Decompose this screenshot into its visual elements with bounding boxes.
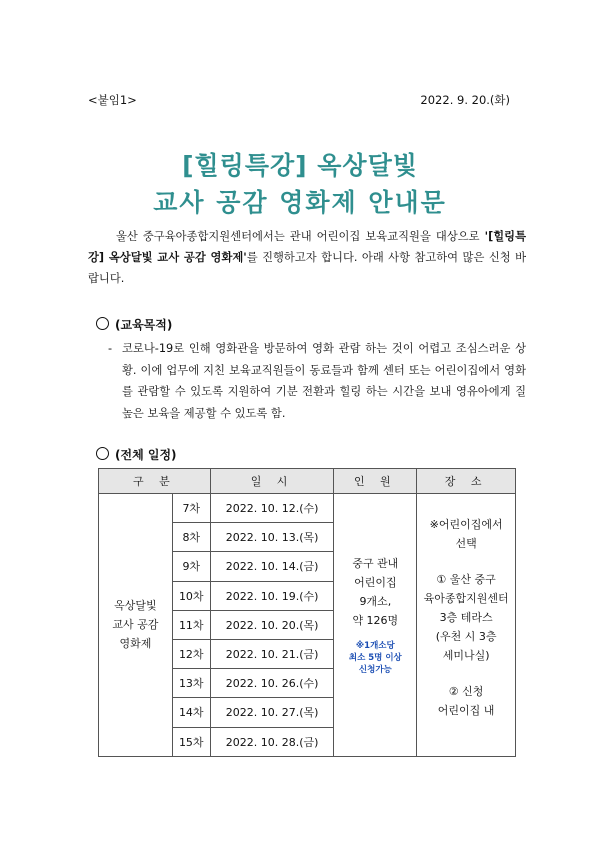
intro-paragraph bbox=[88, 226, 526, 289]
purpose-body bbox=[108, 338, 526, 424]
place-line: ※어린이집에서 bbox=[429, 518, 503, 532]
round-cell: 8차 bbox=[172, 523, 210, 552]
round-cell: 10차 bbox=[172, 581, 210, 610]
schedule-heading-label: (전체 일정) bbox=[115, 448, 177, 462]
purpose-heading bbox=[96, 316, 172, 333]
people-line: 어린이집 bbox=[354, 575, 397, 589]
place-cell bbox=[417, 494, 516, 757]
intro-text-post: 를 진행하고자 합니다. 아래 사항 참고하여 많은 신청 바랍니다. bbox=[88, 251, 527, 285]
date-cell: 2022. 10. 28.(금) bbox=[210, 727, 334, 756]
place-line: 3층 테라스 bbox=[439, 611, 493, 625]
round-cell: 7차 bbox=[172, 494, 210, 523]
date-cell: 2022. 10. 19.(수) bbox=[210, 581, 334, 610]
place-line: 선택 bbox=[455, 537, 477, 551]
place-line: 세미나실) bbox=[442, 649, 490, 663]
round-cell: 11차 bbox=[172, 610, 210, 639]
date-cell: 2022. 10. 21.(금) bbox=[210, 639, 334, 668]
date-cell: 2022. 10. 26.(수) bbox=[210, 669, 334, 698]
table-row bbox=[99, 494, 516, 523]
purpose-heading-label: (교육목적) bbox=[115, 318, 173, 332]
col-header-place: 장 소 bbox=[417, 469, 516, 494]
attachment-label: <붙임1> bbox=[88, 93, 137, 107]
schedule-table bbox=[98, 468, 516, 757]
round-cell: 12차 bbox=[172, 639, 210, 668]
round-cell: 14차 bbox=[172, 698, 210, 727]
circle-bullet-icon bbox=[96, 447, 109, 460]
intro-text-bold: '[힐링특강] 옥상달빛 교사 공감 영화제' bbox=[88, 230, 526, 264]
table-header-row bbox=[99, 469, 516, 494]
date-cell: 2022. 10. 14.(금) bbox=[210, 552, 334, 581]
people-note-line: 최소 5명 이상 bbox=[348, 652, 402, 663]
people-line: 9개소, bbox=[359, 594, 392, 608]
dash-bullet: - bbox=[108, 342, 113, 355]
page-title-line2: 교사 공감 영화제 안내문 bbox=[153, 188, 447, 217]
people-note-line: 신청가능 bbox=[358, 664, 392, 675]
people-line: 약 126명 bbox=[352, 613, 399, 627]
col-header-datetime: 일 시 bbox=[210, 469, 334, 494]
place-line: ② 신청 bbox=[448, 685, 484, 699]
date-cell: 2022. 10. 20.(목) bbox=[210, 610, 334, 639]
people-note-line: ※1개소당 bbox=[355, 640, 395, 651]
purpose-text: 코로나-19로 인해 영화관을 방문하여 영화 관람 하는 것이 어렵고 조심스러운 상황. 이에 업무에 지친 보육교직원들이 동료들과 함께 센터 또는 어린이집에서 영화를 관람할 수 있도록 지원하여 기분 전환과 힐링 하는 시간을 보내 영유아에게 질 높은 보육을 제공할 수 있도록 함. bbox=[122, 342, 526, 420]
date-cell: 2022. 10. 13.(목) bbox=[210, 523, 334, 552]
place-line: 육아종합지원센터 bbox=[423, 592, 509, 606]
program-name-line: 옥상달빛 bbox=[114, 599, 157, 613]
people-cell bbox=[334, 494, 417, 757]
place-line: (우천 시 3층 bbox=[435, 630, 497, 644]
date-cell: 2022. 10. 27.(목) bbox=[210, 698, 334, 727]
place-line: ① 울산 중구 bbox=[436, 573, 496, 587]
program-name-cell bbox=[99, 494, 173, 757]
col-header-people: 인 원 bbox=[334, 469, 417, 494]
round-cell: 13차 bbox=[172, 669, 210, 698]
round-cell: 9차 bbox=[172, 552, 210, 581]
place-line: 어린이집 내 bbox=[437, 704, 495, 718]
col-header-category: 구 분 bbox=[99, 469, 211, 494]
program-name-line: 교사 공감 bbox=[112, 618, 159, 632]
program-name-line: 영화제 bbox=[119, 637, 152, 651]
date-cell: 2022. 10. 12.(수) bbox=[210, 494, 334, 523]
schedule-heading bbox=[96, 446, 177, 463]
document-date: 2022. 9. 20.(화) bbox=[420, 93, 510, 107]
round-cell: 15차 bbox=[172, 727, 210, 756]
people-line: 중구 관내 bbox=[352, 556, 399, 570]
intro-text-pre: 울산 중구육아종합지원센터에서는 관내 어린이집 보육교직원을 대상으로 bbox=[116, 230, 485, 243]
circle-bullet-icon bbox=[96, 317, 109, 330]
page-title-line1: [힐링특강] 옥상달빛 bbox=[182, 151, 418, 180]
